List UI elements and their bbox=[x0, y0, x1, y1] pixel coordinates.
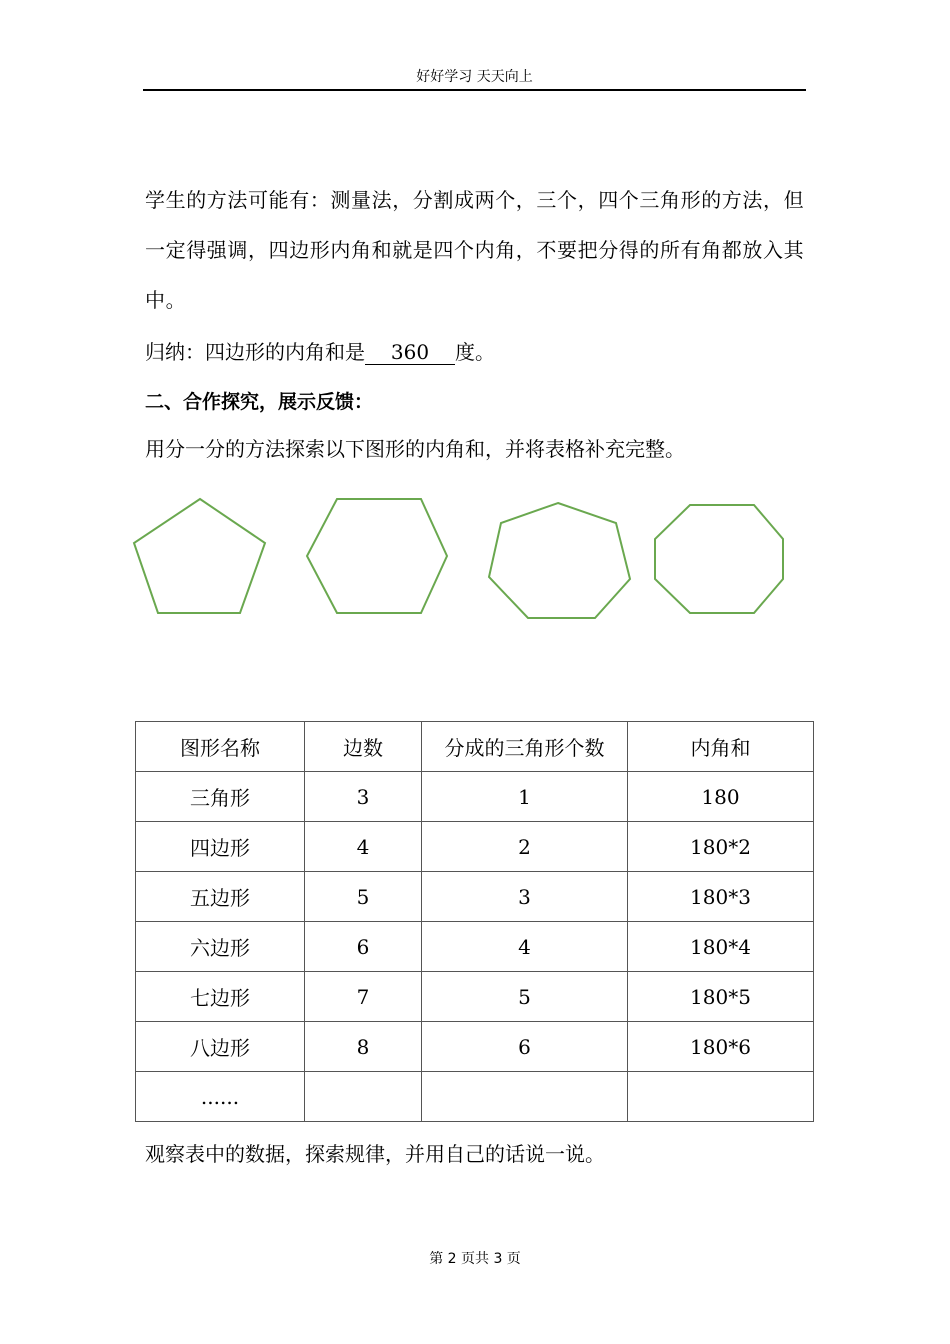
table-cell: 180*4 bbox=[628, 922, 814, 972]
table-row bbox=[136, 822, 814, 872]
table-cell: 五边形 bbox=[136, 872, 305, 922]
octagon-shape bbox=[655, 505, 783, 613]
table-header-cell: 内角和 bbox=[628, 722, 814, 772]
table-cell: 4 bbox=[422, 922, 628, 972]
table-cell: 2 bbox=[422, 822, 628, 872]
table-cell: ...... bbox=[136, 1072, 305, 1122]
table-header-row bbox=[136, 722, 814, 772]
closing-text: 观察表中的数据，探索规律，并用自己的话说一说。 bbox=[145, 1142, 605, 1166]
table-cell: 8 bbox=[305, 1022, 422, 1072]
summary-line bbox=[145, 337, 495, 367]
table-cell: 4 bbox=[305, 822, 422, 872]
table-row bbox=[136, 872, 814, 922]
table-header-cell: 图形名称 bbox=[136, 722, 305, 772]
table-cell: 六边形 bbox=[136, 922, 305, 972]
table-cell: 3 bbox=[305, 772, 422, 822]
table-cell: 7 bbox=[305, 972, 422, 1022]
table-header-cell: 分成的三角形个数 bbox=[422, 722, 628, 772]
polygon-figures bbox=[120, 486, 800, 626]
table-cell: 180*6 bbox=[628, 1022, 814, 1072]
summary-suffix: 度。 bbox=[455, 340, 495, 364]
table-cell: 1 bbox=[422, 772, 628, 822]
page-header: 好好学习 天天向上 bbox=[416, 69, 533, 85]
table-cell bbox=[422, 1072, 628, 1122]
table-row bbox=[136, 1022, 814, 1072]
table-cell: 四边形 bbox=[136, 822, 305, 872]
table-cell: 180 bbox=[628, 772, 814, 822]
table-cell: 三角形 bbox=[136, 772, 305, 822]
table-cell: 6 bbox=[305, 922, 422, 972]
table-cell: 八边形 bbox=[136, 1022, 305, 1072]
table-cell: 6 bbox=[422, 1022, 628, 1072]
table-cell: 七边形 bbox=[136, 972, 305, 1022]
header-divider bbox=[143, 89, 806, 91]
table-cell: 3 bbox=[422, 872, 628, 922]
summary-answer: 360 bbox=[365, 340, 455, 365]
pentagon-shape bbox=[134, 499, 265, 613]
heptagon-shape bbox=[489, 503, 630, 618]
table-cell: 5 bbox=[305, 872, 422, 922]
table-row bbox=[136, 922, 814, 972]
table-cell bbox=[628, 1072, 814, 1122]
table-cell: 5 bbox=[422, 972, 628, 1022]
table-row bbox=[136, 1072, 814, 1122]
table-cell: 180*3 bbox=[628, 872, 814, 922]
instruction-text: 用分一分的方法探索以下图形的内角和，并将表格补充完整。 bbox=[145, 437, 685, 461]
table-cell bbox=[305, 1072, 422, 1122]
table-row bbox=[136, 772, 814, 822]
section-heading: 二、合作探究，展示反馈： bbox=[145, 391, 374, 413]
table-cell: 180*2 bbox=[628, 822, 814, 872]
page-footer: 第 2 页共 3 页 bbox=[429, 1251, 521, 1267]
table-header-cell: 边数 bbox=[305, 722, 422, 772]
interior-angle-table bbox=[135, 721, 814, 1122]
paragraph-methods: 学生的方法可能有：测量法，分割成两个，三个，四个三角形的方法，但一定得强调，四边形内角和就是四个内角，不要把分得的所有角都放入其中。 bbox=[145, 188, 805, 312]
summary-prefix: 归纳：四边形的内角和是 bbox=[145, 340, 365, 364]
hexagon-shape bbox=[307, 499, 447, 613]
table-cell: 180*5 bbox=[628, 972, 814, 1022]
table-row bbox=[136, 972, 814, 1022]
